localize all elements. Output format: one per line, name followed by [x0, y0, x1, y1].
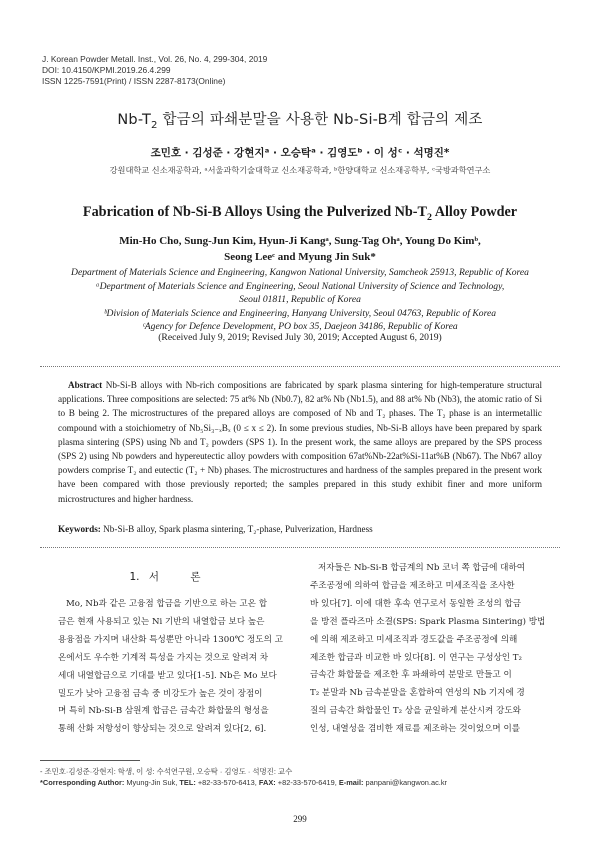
body-line: 제조한 합금과 비교한 바 있다[8]. 이 연구는 구성상인 T₂	[310, 652, 522, 663]
body-line: 에 의해 제조하고 미세조직과 경도값을 주조공정에 의해	[310, 634, 518, 645]
abstract-text: Nb-Si-B alloys with Nb-rich compositions are fabricated by spark plasma sintering for high-temperature structural applications. Three compositions are selected: 75 at% Nb (Nb0.7), 82 at% Nb (Nb1.5), and 88 at% Nb (Nb3), the atomic ratio of Si to B being 2. The microstructures of the prepared alloys are composed of Nb and T₂ phases. The T₂ phase is an intermetallic compound with a stoichiometry of Nb₅Si₃₋ₓBₓ (0 ≤ x ≤ 2). In some previous studies, Nb-Si-B alloys have been prepared by spark plasma sintering (SPS) using Nb and T₂ powders (SPS 1). In the present work, the same alloys are prepared by the SPS process (SPS 2) using Nb powders and hypereutectic alloy powders with composition 67at%Nb-22at%Si-11at%B (Nb67). The Nb67 alloy powders comprise T₂ and eutectic (T₂ + Nb) phases. The microstructures and hardness of the samples prepared in the present work have been compared with those previously reported; the samples prepared in this study exhibit finer and more uniform microstructures and higher hardness.	[58, 380, 542, 504]
english-affiliations	[30, 266, 570, 334]
body-line: 며 특히 Nb-Si-B 삼원계 합금은 금속간 화합물의 형성을	[58, 706, 269, 717]
body-left-column	[58, 596, 290, 739]
body-line: 바 있다[7]. 이에 대한 후속 연구로서 동일한 조성의 합금	[310, 598, 522, 609]
body-line: Mo, Nb과 같은 고융점 합금을 기반으로 하는 고온 합	[66, 599, 268, 609]
journal-issn: ISSN 1225-7591(Print) / ISSN 2287-8173(Online)	[42, 76, 226, 86]
page-number: 299	[293, 814, 307, 824]
section-heading	[58, 569, 286, 584]
english-title: Fabrication of Nb-Si-B Alloys Using the Pulverized $Nb-T_2$ Alloy Powder	[82, 204, 518, 223]
corresponding-author: *Corresponding Author: Myung-Jin Suk, TEL: +82-33-570-6413, FAX: +82-33-570-6419, E-mail: panpani@kangwon.ac.kr	[40, 778, 447, 787]
body-line: 저자들은 Nb-Si-B 합금계의 Nb 코너 쪽 합금에 대하여	[318, 563, 526, 573]
body-line: 금은 현재 사용되고 있는 Ni 기반의 내열합금 보다 높은	[58, 616, 265, 627]
body-line: 질의 금속간 화합물인 T₂ 상을 균일하게 분산시켜 강도와	[310, 706, 521, 717]
journal-doi: DOI: 10.4150/KPMI.2019.26.4.299	[42, 65, 171, 75]
section-number: 1.	[129, 571, 140, 583]
english-authors	[30, 233, 570, 265]
footnote-roles: - 조민호·김성준·강현지: 학생, 이 성: 수석연구원, 오승탁 · 김영도 · 석명진: 교수	[40, 767, 293, 776]
keywords	[58, 524, 542, 534]
body-right-column	[310, 560, 546, 739]
affiliation-line: ᶜAgency for Defence Development, PO box 35, Daejeon 34186, Republic of Korea	[142, 321, 458, 332]
body-line: 용융점을 가지며 내산화 특성뿐만 아니라 1300℃ 정도의 고	[58, 634, 283, 645]
body-line: 주조공정에 의하여 합금을 제조하고 미세조직을 조사한	[310, 580, 515, 591]
english-authors-line1: Min-Ho Cho, Sung-Jun Kim, Hyun-Ji Kangᵃ, Sung-Tag Ohᵃ, Young Do Kimᵇ,	[119, 235, 481, 247]
email-link[interactable]: panpani@kangwon.ac.kr	[365, 778, 447, 787]
footnote-rule	[40, 760, 140, 761]
affiliation-line: Seoul 01811, Republic of Korea	[239, 294, 361, 305]
body-line: 온에서도 우수한 기계적 특성을 가지는 것으로 알려져 차	[58, 652, 269, 663]
abstract-label: Abstract	[68, 380, 103, 390]
journal-citation: J. Korean Powder Metall. Inst., Vol. 26, No. 4, 299-304, 2019	[42, 54, 268, 64]
body-line: T₂ 분말과 Nb 금속분말을 혼합하여 연성의 Nb 기지에 경	[310, 688, 525, 699]
divider	[40, 547, 560, 548]
body-line: 금속간 화합물을 제조한 후 파쇄하여 분말로 만들고 이	[310, 670, 512, 681]
korean-title: $Nb-T_2$ 합금의 파쇄분말을 사용한 Nb-Si-B계 합금의 제조	[117, 112, 483, 131]
section-title: 서 론	[148, 571, 215, 583]
body-line: 인성, 내열성을 겸비한 재료를 제조하는 것이었으며 이를	[310, 724, 521, 735]
korean-affiliations: 강원대학교 신소재공학과, ᵃ서울과학기술대학교 신소재공학과, ᵇ한양대학교 신소재공학부, ᶜ국방과학연구소	[109, 165, 491, 175]
body-line: 밀도가 낮아 고융점 금속 중 비강도가 높은 것이 장점이	[58, 688, 263, 699]
keywords-label: Keywords:	[58, 524, 101, 534]
affiliation-line: ᵃDepartment of Materials Science and Engineering, Seoul National University of Science and Technology,	[95, 280, 505, 292]
received-dates: (Received July 9, 2019; Revised July 30, 2019; Accepted August 6, 2019)	[158, 332, 442, 343]
affiliation-line: Department of Materials Science and Engineering, Kangwon National University, Samcheok 25913, Republic of Korea	[71, 267, 529, 278]
divider	[40, 366, 560, 367]
journal-header	[42, 54, 267, 87]
body-line: 을 방전 플라즈마 소결(SPS: Spark Plasma Sintering) 방법	[310, 616, 546, 627]
keywords-text: Nb-Si-B alloy, Spark plasma sintering, T₂-phase, Pulverization, Hardness	[103, 524, 373, 534]
affiliation-line: ᵇDivision of Materials Science and Engineering, Hanyang University, Seoul 04763, Republic of Korea	[103, 307, 497, 319]
abstract	[58, 378, 542, 506]
korean-authors: 조민호 · 김성준 · 강현지ᵃ · 오승탁ᵃ · 김영도ᵇ · 이 성ᶜ · 석명진*	[150, 147, 450, 159]
body-line: 통해 산화 저항성이 향상되는 것으로 알려져 있다[2, 6].	[58, 724, 267, 735]
english-authors-line2: Seong Leeᶜ and Myung Jin Suk*	[224, 251, 376, 263]
body-line: 세대 내열합금으로 기대를 받고 있다[1-5]. Nb은 Mo 보다	[58, 670, 277, 681]
